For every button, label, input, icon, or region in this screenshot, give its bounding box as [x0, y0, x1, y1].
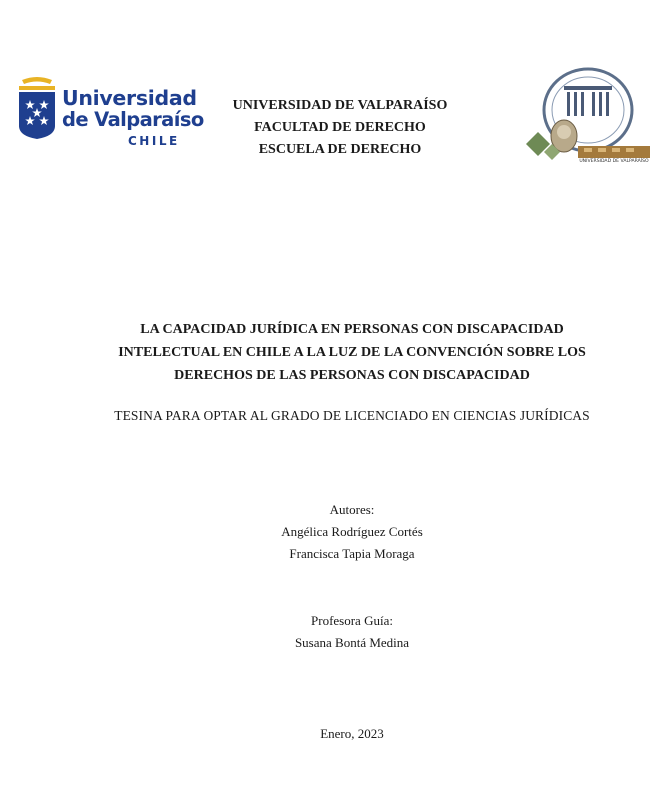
- shield-icon: [16, 74, 58, 140]
- logo-text-chile: CHILE: [128, 134, 180, 148]
- logo-text-valparaiso: de Valparaíso: [62, 108, 204, 131]
- university-logo: [16, 74, 204, 154]
- school-name: ESCUELA DE DERECHO: [258, 142, 422, 157]
- institution-header: [200, 95, 480, 161]
- title-line-2: INTELECTUAL EN CHILE A LA LUZ DE LA CONVENCIÓN SOBRE LOS: [118, 345, 586, 360]
- university-name: UNIVERSIDAD DE VALPARAÍSO: [232, 98, 448, 113]
- thesis-title: [60, 318, 644, 387]
- authors-label: Autores:: [329, 502, 375, 517]
- faculty-seal: [524, 64, 654, 164]
- advisor-label: Profesora Guía:: [311, 613, 393, 628]
- author-name: Francisca Tapia Moraga: [289, 546, 415, 561]
- logo-text-universidad: Universidad: [62, 86, 197, 110]
- thesis-subtitle: TESINA PARA OPTAR AL GRADO DE LICENCIADO EN CIENCIAS JURÍDICAS: [114, 408, 590, 423]
- advisor-name: Susana Bontá Medina: [294, 635, 410, 650]
- author-name: Angélica Rodríguez Cortés: [281, 524, 423, 539]
- advisor-block: [120, 610, 584, 654]
- authors-block: [120, 499, 584, 565]
- title-line-1: LA CAPACIDAD JURÍDICA EN PERSONAS CON DISCAPACIDAD: [140, 322, 564, 337]
- seal-caption: UNIVERSIDAD DE VALPARAÍSO: [579, 159, 649, 164]
- title-line-3: DERECHOS DE LAS PERSONAS CON DISCAPACIDAD: [174, 368, 530, 383]
- publication-date: Enero, 2023: [320, 726, 384, 741]
- faculty-name: FACULTAD DE DERECHO: [254, 120, 426, 135]
